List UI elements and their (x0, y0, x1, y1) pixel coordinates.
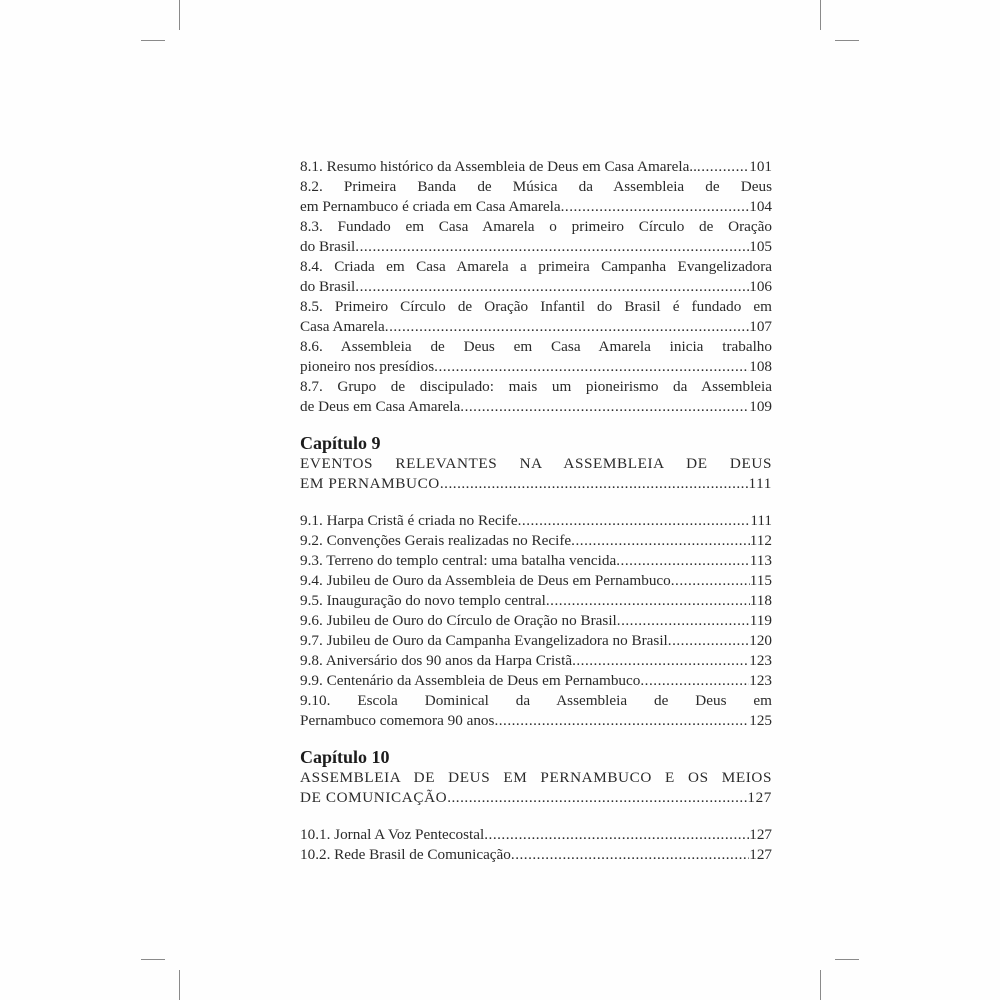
entry-text: 9.1. Harpa Cristã é criada no Recife (300, 512, 518, 529)
entry-text: EVENTOS RELEVANTES NA ASSEMBLEIA DE DEUS (300, 455, 772, 472)
toc-entry (300, 531, 772, 551)
toc-entry-line-2 (300, 277, 772, 297)
entry-text: de Deus em Casa Amarela (300, 398, 461, 415)
entry-text: 8.3. Fundado em Casa Amarela o primeiro Círculo de Oração (300, 218, 772, 235)
toc-entry (300, 511, 772, 531)
toc-entry (300, 671, 772, 691)
entry-text: ASSEMBLEIA DE DEUS EM PERNAMBUCO E OS MEIOS (300, 769, 772, 786)
entry-text: pioneiro nos presídios (300, 358, 435, 375)
dot-leader (617, 611, 750, 631)
dot-leader (494, 711, 749, 731)
toc-entry (300, 631, 772, 651)
chapter-9-heading (300, 454, 772, 494)
entry-text: 8.2. Primeira Banda de Música da Assembleia de Deus (300, 178, 772, 195)
toc-entry-line-1 (300, 377, 772, 397)
entry-text: 9.9. Centenário da Assembleia de Deus em Pernambuco (300, 672, 641, 689)
toc-entry (300, 611, 772, 631)
dot-leader (518, 511, 751, 531)
dot-leader (355, 277, 749, 297)
dot-leader (640, 671, 749, 691)
chapter-heading-line-2 (300, 474, 772, 494)
toc-entry-line-1 (300, 691, 772, 711)
chapter-10-heading (300, 768, 772, 808)
dot-leader (434, 357, 749, 377)
page-number: 127 (749, 846, 772, 863)
crop-mark-bottom-left-horizontal (141, 959, 165, 960)
page-number: 127 (749, 826, 772, 843)
crop-mark-top-left-horizontal (141, 40, 165, 41)
toc-entry-line-1 (300, 177, 772, 197)
toc-entry-line-2 (300, 237, 772, 257)
toc-entry (300, 845, 772, 865)
chapter-heading-line-1 (300, 768, 772, 788)
chapter-9-title: Capítulo 9 (300, 433, 381, 453)
dot-leader (668, 631, 749, 651)
chapter-10-entries (300, 825, 772, 865)
dot-leader (440, 474, 749, 494)
entry-text: 8.5. Primeiro Círculo de Oração Infantil do Brasil é fundado em (300, 298, 772, 315)
page-number: 101 (749, 158, 772, 175)
dot-leader (460, 397, 749, 417)
section-8-entries (300, 157, 772, 417)
toc-entry-line-2 (300, 357, 772, 377)
page-number: 104 (749, 198, 772, 215)
table-of-contents (300, 157, 772, 865)
entry-text: 9.7. Jubileu de Ouro da Campanha Evangelizadora no Brasil (300, 632, 668, 649)
page-number: 109 (749, 398, 772, 415)
toc-entry-line-2 (300, 197, 772, 217)
toc-entry-line-2 (300, 711, 772, 731)
chapter-9-entries (300, 511, 772, 731)
toc-entry (300, 651, 772, 671)
toc-entry (300, 551, 772, 571)
entry-text: 8.6. Assembleia de Deus em Casa Amarela inicia trabalho (300, 338, 772, 355)
page-number: 105 (749, 238, 772, 255)
crop-mark-bottom-right-horizontal (835, 959, 859, 960)
dot-leader (572, 651, 749, 671)
entry-text: 9.6. Jubileu de Ouro do Círculo de Oração no Brasil (300, 612, 617, 629)
crop-mark-top-right-horizontal (835, 40, 859, 41)
toc-entry (300, 591, 772, 611)
entry-text: 10.1. Jornal A Voz Pentecostal (300, 826, 485, 843)
page-number: 115 (749, 572, 772, 589)
entry-text: DE COMUNICAÇÃO (300, 789, 448, 806)
chapter-heading-line-1 (300, 454, 772, 474)
entry-text: EM PERNAMBUCO (300, 475, 440, 492)
entry-text: 10.2. Rede Brasil de Comunicação (300, 846, 511, 863)
toc-entry-line-1 (300, 257, 772, 277)
toc-entry-line-1 (300, 337, 772, 357)
dot-leader (671, 571, 750, 591)
entry-text: do Brasil (300, 278, 356, 295)
entry-text: 8.4. Criada em Casa Amarela a primeira Campanha Evangelizadora (300, 258, 772, 275)
page-number: 111 (748, 475, 772, 492)
dot-leader (616, 551, 750, 571)
page-number: 106 (749, 278, 772, 295)
page-number: 123 (749, 652, 772, 669)
crop-mark-top-left-vertical (179, 0, 180, 30)
entry-text: 9.2. Convenções Gerais realizadas no Recife (300, 532, 572, 549)
entry-text: 9.10. Escola Dominical da Assembleia de Deus em (300, 692, 772, 709)
page-number: 123 (749, 672, 772, 689)
dot-leader (511, 845, 749, 865)
page-number: 113 (749, 552, 772, 569)
page-number: 125 (749, 712, 772, 729)
crop-mark-bottom-left-vertical (179, 970, 180, 1000)
entry-text: 9.3. Terreno do templo central: uma batalha vencida (300, 552, 617, 569)
dot-leader (484, 825, 749, 845)
entry-text: Pernambuco comemora 90 anos (300, 712, 495, 729)
entry-text: 9.8. Aniversário dos 90 anos da Harpa Cristã (300, 652, 573, 669)
dot-leader (571, 531, 750, 551)
crop-mark-top-right-vertical (820, 0, 821, 30)
dot-leader (355, 237, 749, 257)
chapter-heading-line-2 (300, 788, 772, 808)
entry-text: Casa Amarela (300, 318, 385, 335)
toc-entry (300, 825, 772, 845)
toc-entry-line-2 (300, 317, 772, 337)
page-number: 119 (749, 612, 772, 629)
entry-text: 8.7. Grupo de discipulado: mais um pioneirismo da Assembleia (300, 378, 772, 395)
page-number: 120 (749, 632, 772, 649)
page-number: 112 (749, 532, 772, 549)
dot-leader (546, 591, 750, 611)
page-number: 108 (749, 358, 772, 375)
entry-text: 8.1. Resumo histórico da Assembleia de Deus em Casa Amarela.. (300, 158, 697, 175)
toc-entry-line-2 (300, 397, 772, 417)
dot-leader (561, 197, 750, 217)
page-number: 107 (749, 318, 772, 335)
entry-text: 9.4. Jubileu de Ouro da Assembleia de Deus em Pernambuco (300, 572, 671, 589)
page-number: 127 (747, 789, 772, 806)
page-number: 118 (749, 592, 772, 609)
toc-entry-line-1 (300, 297, 772, 317)
dot-leader (697, 157, 749, 177)
toc-entry-line-1 (300, 217, 772, 237)
entry-text: do Brasil (300, 238, 356, 255)
chapter-10-title: Capítulo 10 (300, 747, 390, 767)
dot-leader (385, 317, 749, 337)
entry-text: 9.5. Inauguração do novo templo central (300, 592, 546, 609)
page-number: 111 (750, 512, 772, 529)
entry-text: em Pernambuco é criada em Casa Amarela (300, 198, 561, 215)
toc-entry (300, 571, 772, 591)
dot-leader (447, 788, 747, 808)
crop-mark-bottom-right-vertical (820, 970, 821, 1000)
toc-entry (300, 157, 772, 177)
